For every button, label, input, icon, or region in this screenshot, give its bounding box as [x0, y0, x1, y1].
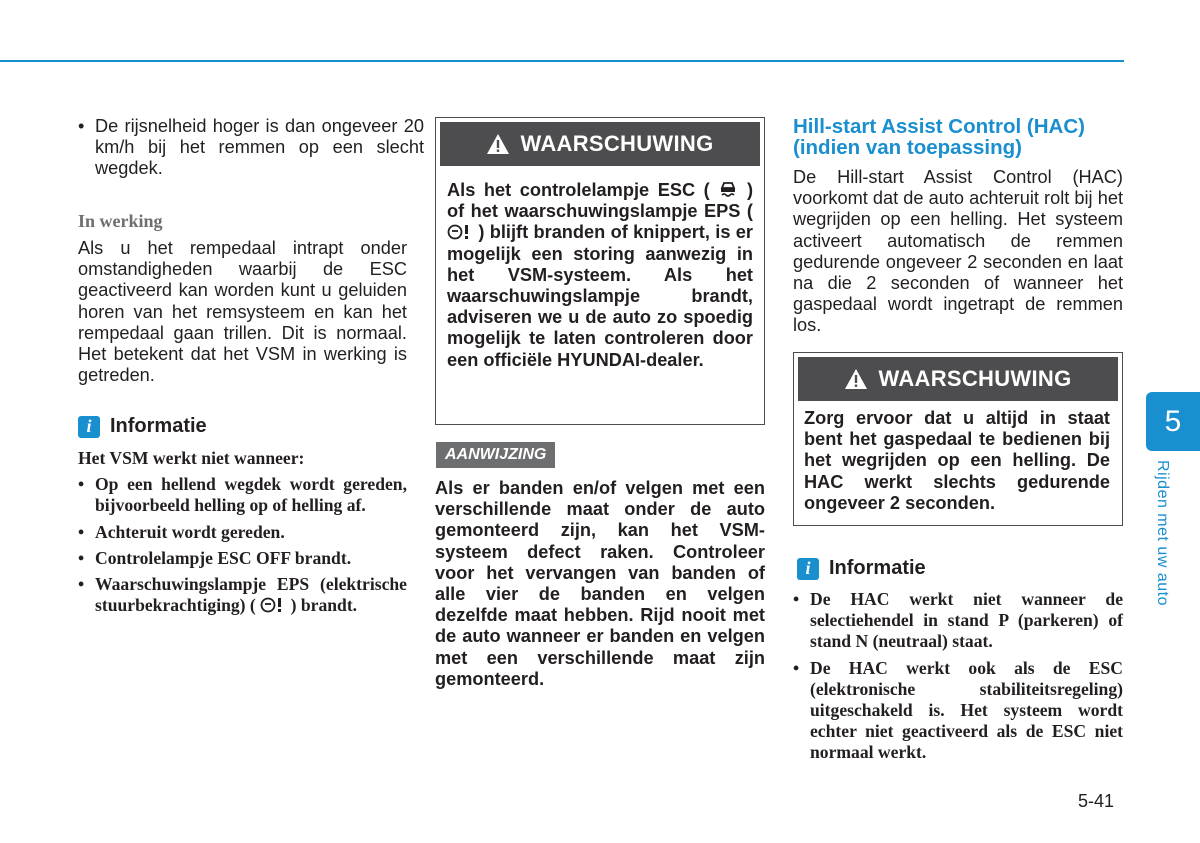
- warning-title: WAARSCHUWING: [520, 131, 714, 156]
- info-icon: i: [797, 558, 819, 580]
- warning-triangle-icon: [486, 133, 510, 155]
- info-lead: Het VSM werkt niet wanneer:: [78, 448, 305, 468]
- chapter-title: Rijden met uw auto: [1154, 460, 1171, 606]
- subheading-in-werking: In werking: [78, 211, 163, 231]
- note-label: AANWIJZING: [436, 442, 555, 468]
- warning-title: WAARSCHUWING: [878, 366, 1072, 391]
- info-heading: [78, 415, 207, 438]
- warning-triangle-icon: [844, 368, 868, 390]
- info-list-vsm: [78, 448, 407, 616]
- info-title: Informatie: [829, 557, 926, 579]
- section-title-hac: Hill-start Assist Control (HAC) (indien van toepassing): [793, 115, 1085, 159]
- warning-text: Zorg ervoor dat u altijd in staat bent het gaspedaal te bedienen bij het wegrijden op een helling. De HAC werkt slechts gedurende ongeveer 2 seconden.: [804, 408, 1110, 513]
- eps-warning-icon: [447, 223, 473, 241]
- paragraph-in-werking: Als u het rempedaal intrapt onder omstandigheden waarbij de ESC geactiveerd kan worden kunt u geluiden horen van het remsysteem en kan het rempedaal gaan trillen. Dit is normaal. Het betekent dat het VSM in werking is getreden.: [78, 238, 407, 386]
- warning-header: [798, 357, 1118, 401]
- warning-box-vsm: [435, 117, 765, 425]
- list-item: • Achteruit wordt gereden.: [78, 521, 285, 542]
- top-rule: [0, 60, 1124, 62]
- list-item: • De HAC werkt niet wanneer de selectiehendel in stand P (parkeren) of stand N (neutraal) staat.: [793, 589, 1123, 652]
- bullet-road-speed: • De rijsnelheid hoger is dan ongeveer 20 km/h bij het remmen op een slecht wegdek.: [78, 116, 424, 179]
- page-number: 5-41: [1078, 791, 1115, 811]
- warning-text: Als het controlelampje ESC ( ) of het waarschuwingslampje EPS ( ) blijft branden of knippert, is er mogelijk een storing aanwezig in het VSM-systeem. Als het waarschuwingslampje brandt, adviseren we u de auto zo spoedig mogelijk te laten controleren door een officiële HYUNDAI-dealer.: [447, 180, 753, 370]
- warning-box-hac: [793, 352, 1123, 526]
- paragraph-hac: De Hill-start Assist Control (HAC) voorkomt dat de auto achteruit rolt bij het wegrijden op een helling. Het systeem activeert automatisch de remmen gedurende ongeveer 2 seconden en laat na die 2 seconden of wanneer het gaspedaal wordt ingetrapt de remmen los.: [793, 167, 1123, 336]
- eps-warning-icon: [260, 596, 286, 614]
- bullet-text: De rijsnelheid hoger is dan ongeveer 20 km/h bij het remmen op een slecht wegdek.: [95, 116, 424, 179]
- esc-car-icon: [718, 179, 738, 199]
- list-item: • De HAC werkt ook als de ESC (elektronische stabiliteitsregeling) uitgeschakeld is. Het systeem wordt echter niet geactiveerd als de ESC niet normaal werkt.: [793, 657, 1123, 763]
- list-item: • Op een hellend wegdek wordt gereden, bijvoorbeeld helling op of helling af.: [78, 474, 407, 516]
- info-title: Informatie: [110, 415, 207, 437]
- list-item: • Waarschuwingslampje EPS (elektrische stuurbekrachtiging) ( ) brandt.: [78, 574, 407, 616]
- chapter-tab: 5: [1146, 392, 1200, 451]
- warning-header: [440, 122, 760, 166]
- note-text: Als er banden en/of velgen met een verschillende maat onder de auto gemonteerd zijn, kan het VSM-systeem defect raken. Controleer voor het vervangen van banden of alle vier de banden en velgen dezelfde maat hebben. Rijd nooit met de auto wanneer er banden en velgen met een verschillende maat zijn gemonteerd.: [435, 478, 765, 689]
- info-heading: [797, 557, 926, 580]
- list-item: • Controlelampje ESC OFF brandt.: [78, 547, 352, 568]
- info-icon: i: [78, 416, 100, 438]
- info-list-hac: [793, 589, 1123, 764]
